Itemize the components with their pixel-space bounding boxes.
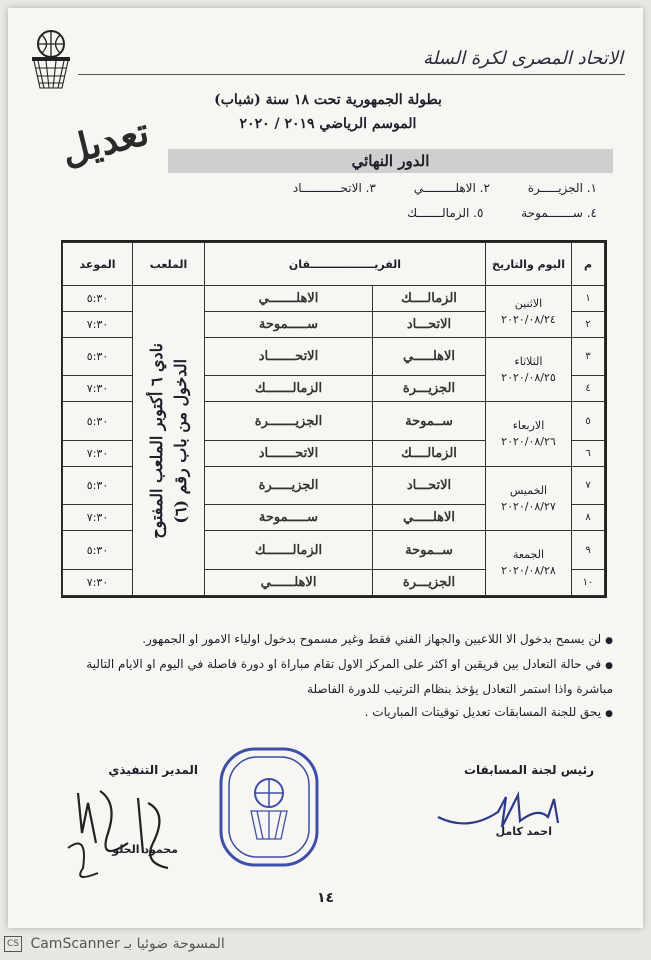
home-team: الجزيـــرة [373, 376, 486, 402]
note-item: ●يحق للجنة المسابقات تعديل توقيتات المباريات . [364, 705, 613, 719]
day-name: الاربعاء [512, 419, 545, 433]
match-time: ٥:٣٠ [63, 338, 133, 376]
match-day-cell [486, 466, 572, 530]
table-header-row [63, 243, 605, 286]
match-number: ٨ [572, 505, 605, 531]
team-entry: ٣. الاتحـــــــــــاد [292, 181, 376, 195]
federation-seal-icon [213, 743, 325, 871]
match-time: ٧:٣٠ [63, 376, 133, 402]
away-team: الاهلــــــي [205, 569, 373, 595]
home-team: الجزيـــرة [373, 569, 486, 595]
scanner-watermark [4, 936, 225, 952]
federation-name: الاتحاد المصرى لكرة السلة [422, 48, 623, 69]
match-day-cell [486, 286, 572, 338]
table-row [63, 286, 605, 312]
note-item-continued: مباشرة واذا استمر التعادل يؤخذ بنظام الترتيب للدورة الفاصلة [307, 682, 613, 696]
home-team: الاهلـــــي [373, 505, 486, 531]
home-team: الزمالــــك [373, 286, 486, 312]
day-date: ٢٠٢٠/٠٨/٢٥ [501, 370, 556, 384]
away-team: الاتحـــــــاد [205, 440, 373, 466]
day-name: الاثنين [514, 296, 543, 310]
executive-director-signature-block [48, 763, 208, 883]
day-date: ٢٠٢٠/٠٨/٢٤ [501, 312, 556, 326]
team-entry: ٥. الزمالـــــــك [407, 206, 484, 220]
match-day-cell [486, 338, 572, 402]
away-team: ســـــموحة [205, 312, 373, 338]
col-header-venue: الملعب [133, 243, 205, 286]
away-team: الاهلـــــــي [205, 286, 373, 312]
note-item: ●في حالة التعادل بين فريقين او اكثر على المركز الاول تقام مباراة او دورة فاصلة في اليوم او الايام التالية [86, 657, 613, 671]
match-number: ٤ [572, 376, 605, 402]
team-entry: ٢. الاهلـــــــــي [413, 181, 490, 195]
competitions-chair-name: احمد كامل [495, 825, 552, 838]
handwritten-signature-icon [48, 773, 208, 893]
match-number: ٧ [572, 466, 605, 504]
venue-cell [133, 286, 205, 596]
day-name: الثلاثاء [514, 354, 543, 368]
match-day-cell [486, 531, 572, 596]
match-time: ٧:٣٠ [63, 312, 133, 338]
col-header-day: اليوم والتاريخ [486, 243, 572, 286]
away-team: الزمالـــــــك [205, 376, 373, 402]
home-team: الاتحـــاد [373, 466, 486, 504]
away-team: الجزيـــــــرة [205, 402, 373, 440]
amendment-stamp: تعديل [56, 108, 154, 174]
note-item: ●لن يسمح بدخول الا اللاعبين والجهاز الفني فقط وغير مسموح بدخول اولياء الامور او الجمهور. [142, 632, 613, 646]
day-date: ٢٠٢٠/٠٨/٢٧ [501, 499, 556, 513]
competitions-chair-title: رئيس لجنة المسابقات [463, 763, 594, 777]
match-number: ٣ [572, 338, 605, 376]
away-team: الزمالـــــــك [205, 531, 373, 570]
schedule-table [61, 240, 607, 598]
championship-title: بطولة الجمهورية تحت ١٨ سنة (شباب) [214, 92, 442, 108]
match-time: ٧:٣٠ [63, 505, 133, 531]
match-number: ٥ [572, 402, 605, 440]
competitions-chair-signature-block [428, 763, 608, 853]
match-time: ٥:٣٠ [63, 531, 133, 570]
match-number: ٢ [572, 312, 605, 338]
executive-director-title: المدير التنفيذي [108, 763, 198, 777]
season-title: الموسم الرياضي ٢٠١٩ / ٢٠٢٠ [239, 116, 417, 132]
match-time: ٧:٣٠ [63, 440, 133, 466]
executive-director-name: محمود الحلو [112, 843, 178, 856]
match-number: ١ [572, 286, 605, 312]
teams-list-line-1 [259, 181, 597, 195]
home-team: الزمالــــك [373, 440, 486, 466]
basketball-federation-logo-icon [26, 26, 76, 94]
document-page [8, 8, 643, 928]
match-time: ٧:٣٠ [63, 569, 133, 595]
away-team: الجزيـــــرة [205, 466, 373, 504]
venue-name: نادي ٦ أكتوبر الملعب المفتوح الدخول من باب رقم (٦) [146, 342, 190, 539]
day-date: ٢٠٢٠/٠٨/٢٦ [501, 435, 556, 449]
col-header-time: الموعد [63, 243, 133, 286]
home-team: ســموحة [373, 402, 486, 440]
notes-list [33, 628, 613, 726]
col-header-num: م [572, 243, 605, 286]
teams-list-line-2 [373, 206, 597, 220]
match-time: ٥:٣٠ [63, 286, 133, 312]
day-name: الخميس [509, 483, 548, 497]
camscanner-badge-icon: CS [4, 936, 22, 952]
match-day-cell [486, 402, 572, 466]
round-title: الدور النهائي [168, 149, 613, 173]
match-time: ٥:٣٠ [63, 466, 133, 504]
day-name: الجمعة [512, 548, 545, 562]
match-number: ٦ [572, 440, 605, 466]
team-entry: ٤. ســـــــموحة [521, 206, 597, 220]
page-number: ١٤ [316, 890, 335, 906]
day-date: ٢٠٢٠/٠٨/٢٨ [501, 564, 556, 578]
col-header-teams: الفريـــــــــــــــــقان [205, 243, 486, 286]
home-team: الاهلـــــي [373, 338, 486, 376]
team-entry: ١. الجزيـــــرة [527, 181, 597, 195]
match-number: ٩ [572, 531, 605, 570]
match-time: ٥:٣٠ [63, 402, 133, 440]
home-team: ســموحة [373, 531, 486, 570]
header-divider [78, 74, 625, 75]
away-team: الاتحـــــــاد [205, 338, 373, 376]
match-number: ١٠ [572, 569, 605, 595]
away-team: ســـــموحة [205, 505, 373, 531]
home-team: الاتحـــاد [373, 312, 486, 338]
scanner-text: CamScanner المسوحة ضوئيا بـ [30, 936, 225, 952]
